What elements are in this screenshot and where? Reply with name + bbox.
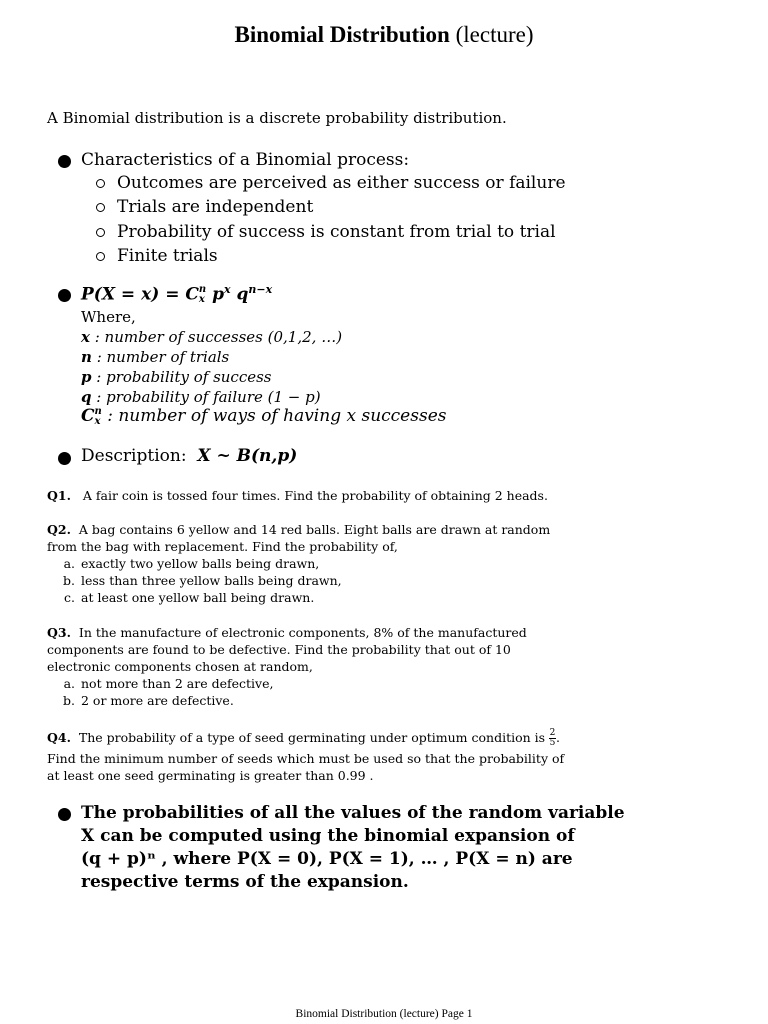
fraction: $\frac{2}{5}$ (549, 728, 556, 748)
where-label: Where, (81, 308, 136, 326)
bullet-icon (58, 289, 71, 302)
circle-bullet-icon (96, 179, 105, 188)
page-footer: Binomial Distribution (lecture) Page 1 (295, 1008, 473, 1020)
characteristics-heading: Characteristics of a Binomial process: (81, 150, 410, 170)
title-normal: (lecture) (455, 22, 534, 47)
description-expr: X ~ B(n,p) (197, 446, 298, 466)
intro-text: A Binomial distribution is a discrete probability distribution. (47, 109, 507, 127)
expansion-paragraph: The probabilities of all the values of the random variable X can be computed using the binomial expansion of (q + p)ⁿ , where P(X = 0), P(X = 1), … , P(X = n) are respective terms of the expansion. (81, 803, 625, 892)
question-3: Q3. In the manufacture of electronic components, 8% of the manufactured components are found to be defective. Find the probability that out of 10 electronic components chosen at random, a. not more than 2 are defective, b. 2 or more are defective. (47, 624, 607, 709)
list-item: c. at least one yellow ball being drawn. (64, 590, 315, 605)
bullet-icon (58, 452, 71, 465)
characteristic-item: Outcomes are perceived as either success or failure (117, 173, 566, 193)
formula-expr: P(X = x) = C (81, 284, 199, 305)
def-p: p : probability of success (81, 368, 272, 386)
question-4: Q4. The probability of a type of seed germinating under optimum condition is $\frac{2}{5}$ . Find the minimum number of seeds which must be used so that the probability of at least one seed germinating is greater than 0.99 . (47, 728, 565, 783)
def-q: q : probability of failure (1 − p) (81, 388, 321, 406)
circle-bullet-icon (96, 203, 105, 212)
description (81, 446, 297, 466)
question-2: Q2. A bag contains 6 yellow and 14 red balls. Eight balls are drawn at random from the bag with replacement. Find the probability of, a. exactly two yellow balls being drawn, b. less than three yellow balls being drawn, c. at least one yellow ball being drawn. (47, 521, 607, 606)
binomial-formula: P(X = x) = C n x $p^x$ $q^{n-x}$ (81, 283, 273, 306)
def-c: C n x : number of ways of having x successes (81, 405, 447, 427)
circle-bullet-icon (96, 252, 105, 261)
def-x: x : number of successes (0,1,2, …) (81, 328, 343, 346)
list-item: b. less than three yellow balls being drawn, (63, 573, 342, 588)
characteristic-item: Probability of success is constant from trial to trial (117, 222, 556, 242)
list-item: b. 2 or more are defective. (63, 693, 234, 708)
title-bold: Binomial Distribution (234, 22, 450, 47)
question-1: Q1. A fair coin is tossed four times. Find the probability of obtaining 2 heads. (47, 488, 548, 503)
characteristic-item: Trials are independent (117, 197, 314, 217)
page-title (0, 22, 768, 48)
list-item: a. exactly two yellow balls being drawn, (63, 556, 320, 571)
list-item: a. not more than 2 are defective, (63, 676, 274, 691)
def-n: n : number of trials (81, 348, 230, 366)
circle-bullet-icon (96, 228, 105, 237)
description-label: Description: (81, 446, 187, 466)
bullet-icon (58, 808, 71, 821)
characteristic-item: Finite trials (117, 246, 218, 266)
bullet-icon (58, 155, 71, 168)
